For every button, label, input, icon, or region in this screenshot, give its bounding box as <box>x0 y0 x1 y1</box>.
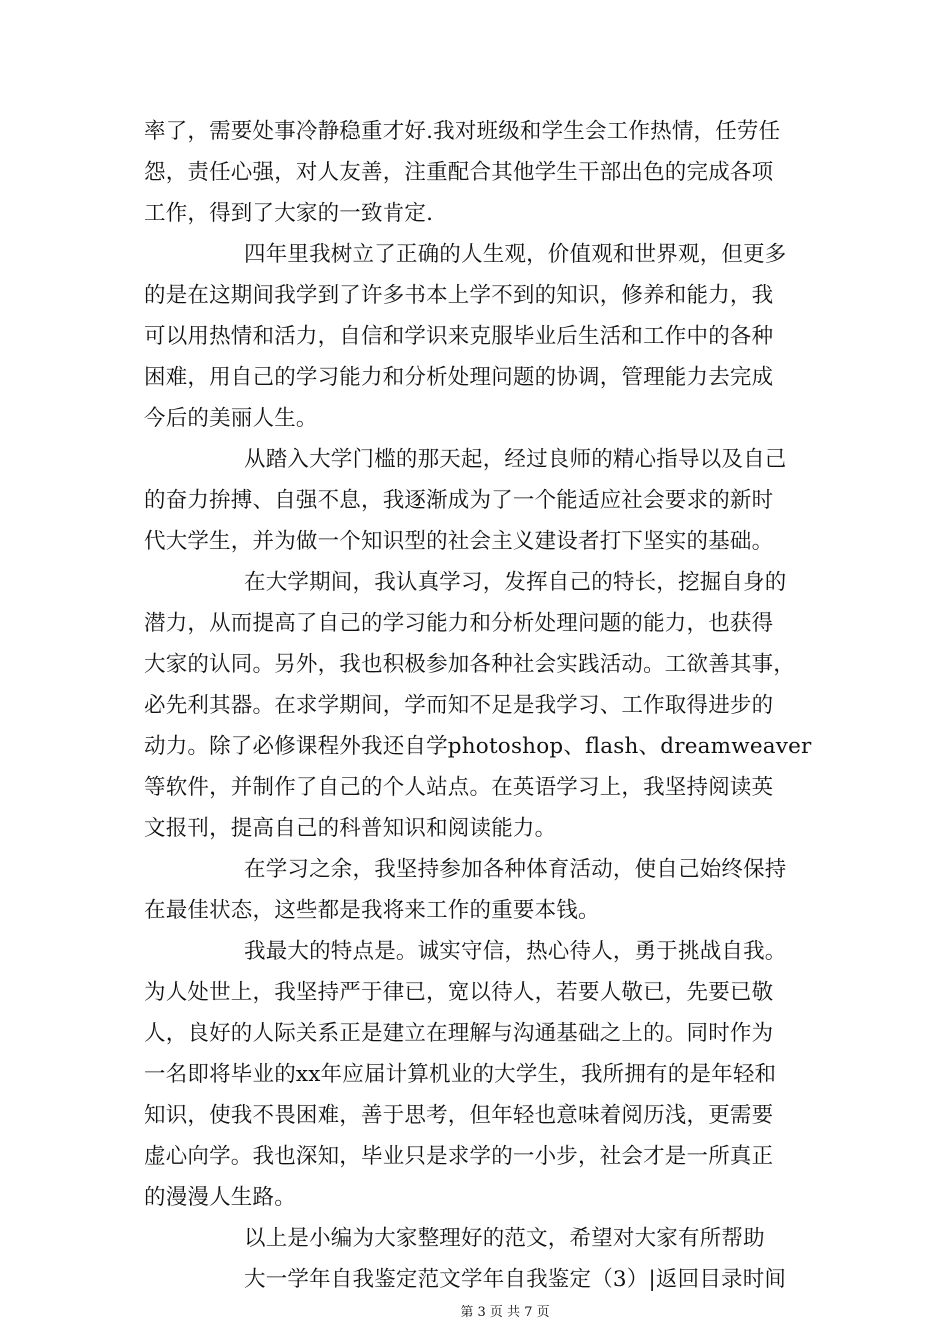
text-line: 为人处世上，我坚持严于律已，宽以待人，若要人敬已，先要已敬 <box>144 980 774 1005</box>
text-line: 今后的美丽人生。 <box>144 406 318 431</box>
text-line: 人，良好的人际关系正是建立在理解与沟通基础之上的。同时作为 <box>144 1021 774 1046</box>
text-line: 虚心向学。我也深知，毕业只是求学的一小步，社会才是一所真正 <box>144 1144 774 1169</box>
next-article-link[interactable]: 大一学年自我鉴定范文学年自我鉴定（3）|返回目录时间 <box>244 1267 787 1292</box>
text-line: 工作，得到了大家的一致肯定. <box>144 201 434 226</box>
text-line: 大家的认同。另外，我也积极参加各种社会实践活动。工欲善其事， <box>144 652 796 677</box>
text-line: 代大学生，并为做一个知识型的社会主义建设者打下坚实的基础。 <box>144 529 774 554</box>
paragraph-start: 从踏入大学门槛的那天起，经过良师的精心指导以及自己 <box>244 447 787 472</box>
page-number-footer: 第 3 页 共 7 页 <box>460 1305 550 1320</box>
text-line: 文报刊，提高自己的科普知识和阅读能力。 <box>144 816 557 841</box>
text-line: 率了，需要处事冷静稳重才好.我对班级和学生会工作热情，任劳任 <box>144 119 781 144</box>
text-line: 一名即将毕业的xx年应届计算机业的大学生，我所拥有的是年轻和 <box>144 1062 777 1087</box>
paragraph-start: 我最大的特点是。诚实守信，热心待人，勇于挑战自我。 <box>244 939 787 964</box>
text-line: 在最佳状态，这些都是我将来工作的重要本钱。 <box>144 898 600 923</box>
text-line: 的是在这期间我学到了许多书本上学不到的知识，修养和能力，我 <box>144 283 774 308</box>
text-line: 困难，用自己的学习能力和分析处理问题的协调，管理能力去完成 <box>144 365 774 390</box>
paragraph-start: 在学习之余，我坚持参加各种体育活动，使自己始终保持 <box>244 857 787 882</box>
text-line: 知识，使我不畏困难，善于思考，但年轻也意味着阅历浅，更需要 <box>144 1103 774 1128</box>
paragraph-start: 在大学期间，我认真学习，发挥自己的特长，挖掘自身的 <box>244 570 787 595</box>
text-line: 必先利其器。在求学期间，学而知不足是我学习、工作取得进步的 <box>144 693 774 718</box>
text-line: 的漫漫人生路。 <box>144 1185 296 1210</box>
text-line: 可以用热情和活力，自信和学识来克服毕业后生活和工作中的各种 <box>144 324 774 349</box>
text-line: 怨，责任心强，对人友善，注重配合其他学生干部出色的完成各项 <box>144 160 774 185</box>
closing-note: 以上是小编为大家整理好的范文，希望对大家有所帮助 <box>244 1226 765 1251</box>
text-line: 潜力，从而提高了自己的学习能力和分析处理问题的能力，也获得 <box>144 611 774 636</box>
paragraph-start: 四年里我树立了正确的人生观，价值观和世界观，但更多 <box>244 242 787 267</box>
text-line: 等软件，并制作了自己的个人站点。在英语学习上，我坚持阅读英 <box>144 775 774 800</box>
text-line: 动力。除了必修课程外我还自学photoshop、flash、dreamweaver <box>144 734 812 759</box>
text-line: 的奋力拚搏、自强不息，我逐渐成为了一个能适应社会要求的新时 <box>144 488 774 513</box>
